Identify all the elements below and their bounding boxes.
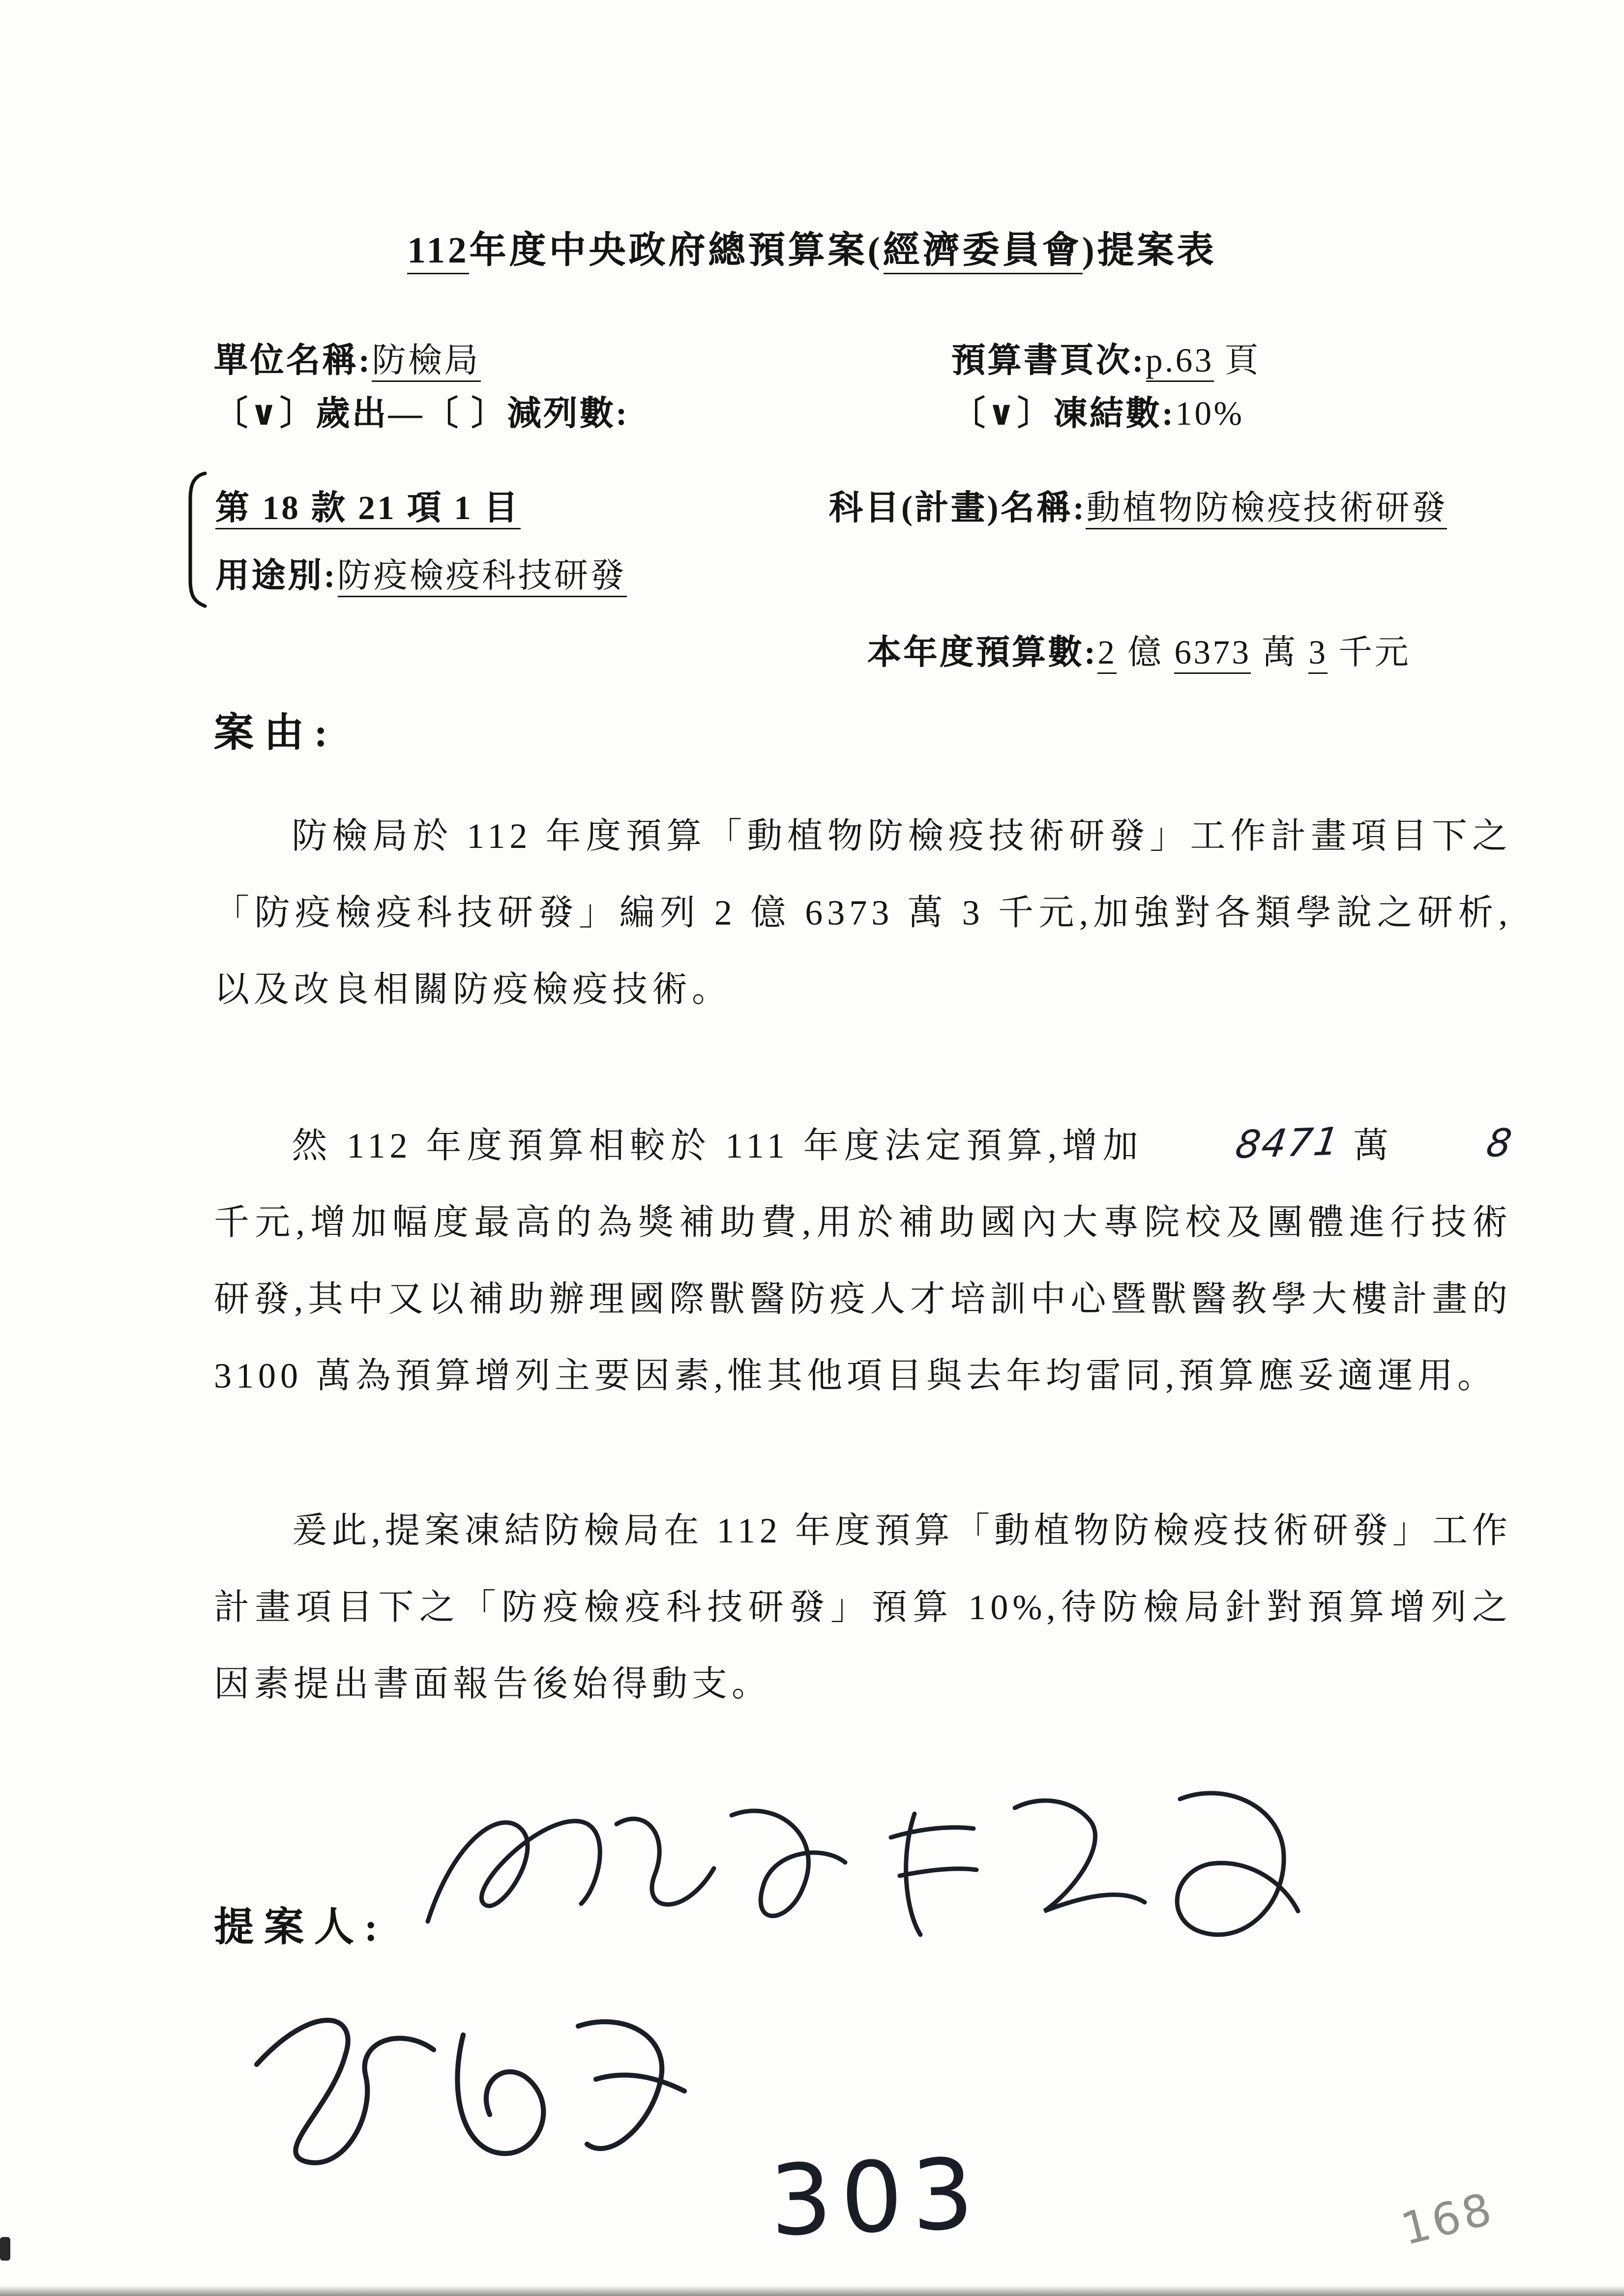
title-year: 112: [407, 232, 469, 274]
budget-page-label: 預算書頁次:: [951, 342, 1146, 379]
unit-name-row: [214, 333, 480, 382]
case-body: [214, 799, 1515, 1724]
title-suffix: )提案表: [1082, 232, 1217, 271]
paragraph-2-post: 千元,增加幅度最高的為獎補助費,用於補助國內大專院校及團體進行技術研發,其中又以補助辦理國際獸醫防疫人才培訓中心暨獸醫教學大樓計畫的 3100 萬為預算增列主要因素,惟其他項目與去年均雷同,預算應妥適運用。: [214, 1205, 1512, 1396]
subject-label: 科目(計畫)名稱:: [829, 490, 1087, 526]
scan-speck: [0, 2237, 10, 2261]
annual-budget-value-yi: 2: [1098, 634, 1117, 674]
signature-1: [395, 1777, 853, 1983]
usage-value: 防疫檢疫科技研發: [337, 557, 626, 597]
unit-name-label: 單位名稱:: [214, 342, 372, 379]
annual-budget-value-wan: 6373: [1175, 634, 1251, 674]
annual-budget-unit-qian: 千元: [1338, 634, 1411, 671]
paragraph-1: 防檢局於 112 年度預算「動植物防檢疫技術研發」工作計畫項目下之「防疫檢疫科技研發」編列 2 億 6373 萬 3 千元,加強對各類學說之研析,以及改良相關防疫檢疫技術。: [214, 818, 1512, 1010]
annual-budget-label: 本年度預算數:: [867, 634, 1098, 671]
title-committee: 經濟委員會: [883, 232, 1082, 274]
handwritten-amount-qian: 8: [1483, 1122, 1515, 1167]
usage-label: 用途別:: [215, 557, 338, 594]
subject-value: 動植物防檢疫技術研發: [1086, 490, 1447, 529]
signature-3: [224, 1973, 711, 2194]
handwritten-amount-wan: 8471: [1232, 1120, 1343, 1168]
proposer-label: 提案人:: [214, 1905, 388, 1949]
freeze-value: 10%: [1175, 395, 1244, 432]
expenditure-checkbox-row: 〔∨〕歲出—〔 〕減列數:: [214, 395, 629, 432]
annual-budget-unit-wan: 萬: [1262, 634, 1298, 671]
annual-budget-value-qian: 3: [1309, 634, 1328, 674]
paragraph-3: 爰此,提案凍結防檢局在 112 年度預算「動植物防檢疫技術研發」工作計畫項目下之「防疫檢疫科技研發」預算 10%,待防檢局針對預算增列之因素提出書面報告後始得動支。: [214, 1513, 1512, 1705]
usage-row: [215, 549, 626, 597]
subject-row: [829, 481, 1447, 529]
scan-edge-shadow: [0, 2286, 1624, 2296]
budget-page-unit: 頁: [1224, 342, 1261, 379]
paragraph-2-pre: 然 112 年度預算相較於 111 年度法定預算,增加: [292, 1128, 1158, 1166]
handwritten-page-number-corner: 168: [1396, 2183, 1500, 2257]
freeze-label: 〔∨〕凍結數:: [951, 395, 1176, 432]
paragraph-2: [214, 1107, 1515, 1416]
annual-budget-row: [867, 625, 1411, 674]
title-mid: 年度中央政府總預算案(: [469, 232, 883, 271]
signature-2: [867, 1767, 1310, 1988]
handwritten-page-number-center: 303: [768, 2137, 984, 2259]
unit-name-value: 防檢局: [372, 342, 481, 382]
paragraph-2-mid: 萬: [1339, 1128, 1409, 1166]
annual-budget-unit-yi: 億: [1127, 634, 1164, 671]
document-title: [0, 221, 1624, 274]
budget-page-value: p.63: [1146, 342, 1214, 382]
budget-page-row: [951, 333, 1261, 382]
budget-item-number: 第 18 款 21 項 1 目: [215, 481, 520, 529]
left-bracket-mark: [183, 469, 209, 610]
case-reason-label: 案由:: [214, 711, 338, 755]
freeze-checkbox-row: [951, 386, 1244, 435]
